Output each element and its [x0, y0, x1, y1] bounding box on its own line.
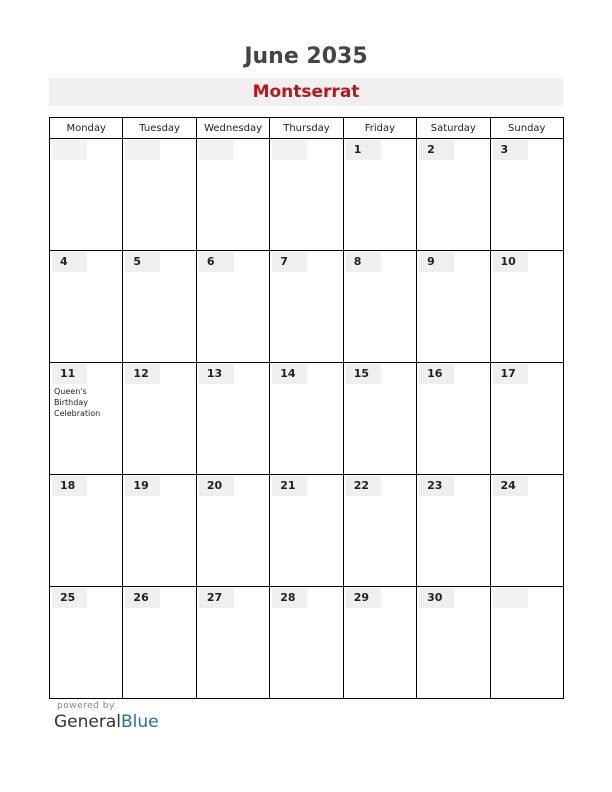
- day-number: 26: [125, 588, 160, 608]
- calendar-day-cell[interactable]: [50, 139, 123, 251]
- calendar-day-cell[interactable]: [270, 475, 343, 587]
- calendar-day-cell[interactable]: [196, 363, 269, 475]
- calendar-day-cell[interactable]: [417, 587, 490, 699]
- day-number: [272, 140, 307, 160]
- day-number: 23: [419, 476, 454, 496]
- day-number: 15: [346, 364, 381, 384]
- calendar-week-row: [50, 475, 564, 587]
- day-number: 25: [52, 588, 87, 608]
- day-number: [125, 140, 160, 160]
- weekday-wednesday: Wednesday: [196, 118, 269, 139]
- day-number: 10: [493, 252, 528, 272]
- calendar-day-cell[interactable]: [196, 251, 269, 363]
- calendar-day-cell[interactable]: [343, 587, 416, 699]
- day-number: [199, 140, 234, 160]
- calendar-day-cell[interactable]: [490, 139, 563, 251]
- calendar-day-cell[interactable]: [50, 251, 123, 363]
- calendar-day-cell[interactable]: [123, 475, 196, 587]
- calendar-week-row: [50, 587, 564, 699]
- calendar-day-cell[interactable]: [343, 475, 416, 587]
- calendar-day-cell[interactable]: [123, 363, 196, 475]
- calendar-day-cell[interactable]: [270, 139, 343, 251]
- day-number: 14: [272, 364, 307, 384]
- day-number: 4: [52, 252, 87, 272]
- day-number: 7: [272, 252, 307, 272]
- calendar-grid: [49, 117, 564, 699]
- calendar-day-cell[interactable]: [490, 251, 563, 363]
- calendar-day-cell[interactable]: [123, 139, 196, 251]
- day-number: 28: [272, 588, 307, 608]
- day-number: 27: [199, 588, 234, 608]
- day-number: 17: [493, 364, 528, 384]
- day-number: 29: [346, 588, 381, 608]
- day-number: 3: [493, 140, 528, 160]
- day-number: [52, 140, 87, 160]
- day-number: 22: [346, 476, 381, 496]
- calendar-day-cell[interactable]: [417, 139, 490, 251]
- day-number: 16: [419, 364, 454, 384]
- day-number: 30: [419, 588, 454, 608]
- weekday-header-row: [50, 118, 564, 139]
- weekday-monday: Monday: [50, 118, 123, 139]
- calendar-body: [50, 139, 564, 699]
- calendar-day-cell[interactable]: [490, 363, 563, 475]
- day-number: [493, 588, 528, 608]
- calendar-day-cell[interactable]: [196, 475, 269, 587]
- weekday-saturday: Saturday: [417, 118, 490, 139]
- brand-blue: Blue: [121, 712, 159, 732]
- calendar-week-row: [50, 363, 564, 475]
- country-banner: [49, 78, 563, 106]
- calendar-week-row: [50, 251, 564, 363]
- calendar-day-cell[interactable]: [490, 587, 563, 699]
- day-number: 8: [346, 252, 381, 272]
- day-number: 24: [493, 476, 528, 496]
- day-number: 13: [199, 364, 234, 384]
- weekday-friday: Friday: [343, 118, 416, 139]
- powered-by-text: powered by: [57, 701, 115, 711]
- calendar-day-cell[interactable]: [123, 251, 196, 363]
- calendar-day-cell[interactable]: [417, 363, 490, 475]
- day-number: 18: [52, 476, 87, 496]
- calendar-day-cell[interactable]: [270, 587, 343, 699]
- country-name: Montserrat: [252, 82, 360, 102]
- holiday-label: Queen's Birthday Celebration: [54, 387, 101, 418]
- day-number: 19: [125, 476, 160, 496]
- calendar-day-cell[interactable]: [270, 363, 343, 475]
- weekday-tuesday: Tuesday: [123, 118, 196, 139]
- day-number: 20: [199, 476, 234, 496]
- calendar-day-cell[interactable]: [343, 139, 416, 251]
- day-number: 9: [419, 252, 454, 272]
- generalblue-logo[interactable]: [54, 712, 159, 732]
- calendar-day-cell[interactable]: [50, 587, 123, 699]
- weekday-thursday: Thursday: [270, 118, 343, 139]
- calendar-day-cell[interactable]: [50, 475, 123, 587]
- calendar-day-cell[interactable]: [50, 363, 123, 475]
- day-number: 21: [272, 476, 307, 496]
- calendar-day-cell[interactable]: [196, 139, 269, 251]
- day-number: 6: [199, 252, 234, 272]
- calendar-title: June 2035: [244, 44, 368, 69]
- calendar-day-cell[interactable]: [490, 475, 563, 587]
- calendar-day-cell[interactable]: [343, 363, 416, 475]
- calendar-day-cell[interactable]: [417, 251, 490, 363]
- calendar-day-cell[interactable]: [123, 587, 196, 699]
- calendar-day-cell[interactable]: [343, 251, 416, 363]
- calendar-day-cell[interactable]: [270, 251, 343, 363]
- calendar-day-cell[interactable]: [417, 475, 490, 587]
- day-number: 12: [125, 364, 160, 384]
- day-number: 2: [419, 140, 454, 160]
- day-number: 1: [346, 140, 381, 160]
- day-number: 5: [125, 252, 160, 272]
- calendar-day-cell[interactable]: [196, 587, 269, 699]
- day-number: 11: [52, 364, 87, 384]
- weekday-sunday: Sunday: [490, 118, 563, 139]
- brand-general: General: [54, 712, 121, 732]
- calendar-week-row: [50, 139, 564, 251]
